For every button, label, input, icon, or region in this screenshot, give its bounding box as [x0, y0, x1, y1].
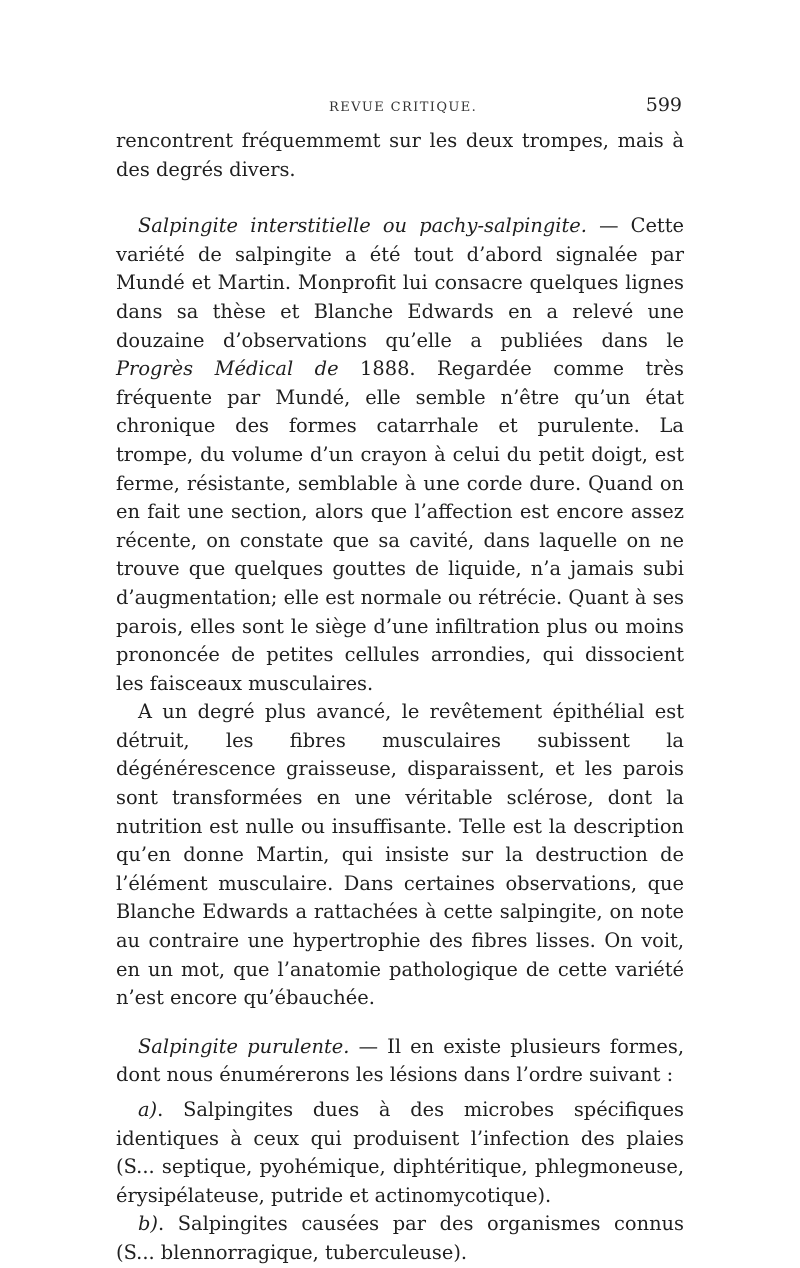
paragraph-purulent-salpingitis — [116, 1033, 684, 1090]
paragraph-advanced-degree — [116, 698, 684, 1013]
list-item-a — [116, 1096, 684, 1210]
section-heading-interstitial: Salpingite interstitielle ou pachy-salpingite. — [138, 214, 587, 238]
page-number: 599 — [645, 94, 682, 116]
paragraph-continuation — [116, 127, 684, 184]
journal-title-de: de — [293, 357, 339, 381]
list-item-text: . Salpingites dues à des microbes spécifiques identiques à ceux qui produisent l’infection des plaies (S... septique, pyohémique, diphtéritique, phlegmoneuse, érysipélateuse, putride et actinomycotique). — [116, 1098, 684, 1207]
body-text — [116, 127, 684, 1268]
list-item-b — [116, 1210, 684, 1267]
paragraph-text: A un degré plus avancé, le revêtement épithélial est détruit, les fibres musculaires subissent la dégénérescence graisseuse, disparaissent, et les parois sont transformées en une véritable sclérose, dont la nutrition est nulle ou insuffisante. Telle est la description qu’en donne Martin, qui insiste sur la destruction de l’élément musculaire. Dans certaines observations, que Blanche Edwards a rattachées à cette salpingite, on note au contraire une hypertrophie des fibres lisses. On voit, en un mot, que l’anatomie pathologique de cette variété n’est encore qu’ébauchée. — [116, 700, 684, 1010]
paragraph-interstitial-salpingitis — [116, 212, 684, 698]
journal-title: Progrès Médical — [116, 357, 294, 381]
paragraph-text: 1888. Regardée comme très fréquente par Mundé, elle semble n’être qu’un état chronique des formes catarrhale et purulente. La trompe, du volume d’un crayon à celui du petit doigt, est ferme, résistante, semblable à une corde dure. Quand on en fait une section, alors que l’affection est encore assez récente, on constate que sa cavité, dans laquelle on ne trouve que quelques gouttes de liquide, n’a jamais subi d’augmentation; elle est normale ou rétrécie. Quant à ses parois, elles sont le siège d’une infiltration plus ou moins prononcée de petites cellules arrondies, qui dissocient les faisceaux musculaires. — [116, 357, 684, 695]
paragraph-text: — Il en existe plusieurs formes, dont nous énumérerons les lésions dans l’ordre suivant : — [116, 1034, 684, 1087]
paragraph-text: — Cette variété de salpingite a été tout d’abord signalée par Mundé et Martin. Monprofit lui consacre quelques lignes dans sa thèse et Blanche Edwards en a relevé une douzaine d’observations qu’elle a publiées dans le — [116, 214, 684, 352]
running-title: REVUE CRITIQUE. — [329, 100, 478, 115]
paragraph-text: rencontrent fréquemmemt sur les deux trompes, mais à des degrés divers. — [116, 129, 684, 181]
running-head — [116, 94, 684, 124]
enum-label-b: b) — [138, 1212, 158, 1236]
list-item-text: . Salpingites causées par des organismes connus (S... blennorragique, tuberculeuse). — [116, 1212, 684, 1264]
section-heading-purulent: Salpingite purulente. — [138, 1034, 350, 1058]
enum-label-a: a) — [138, 1098, 158, 1121]
